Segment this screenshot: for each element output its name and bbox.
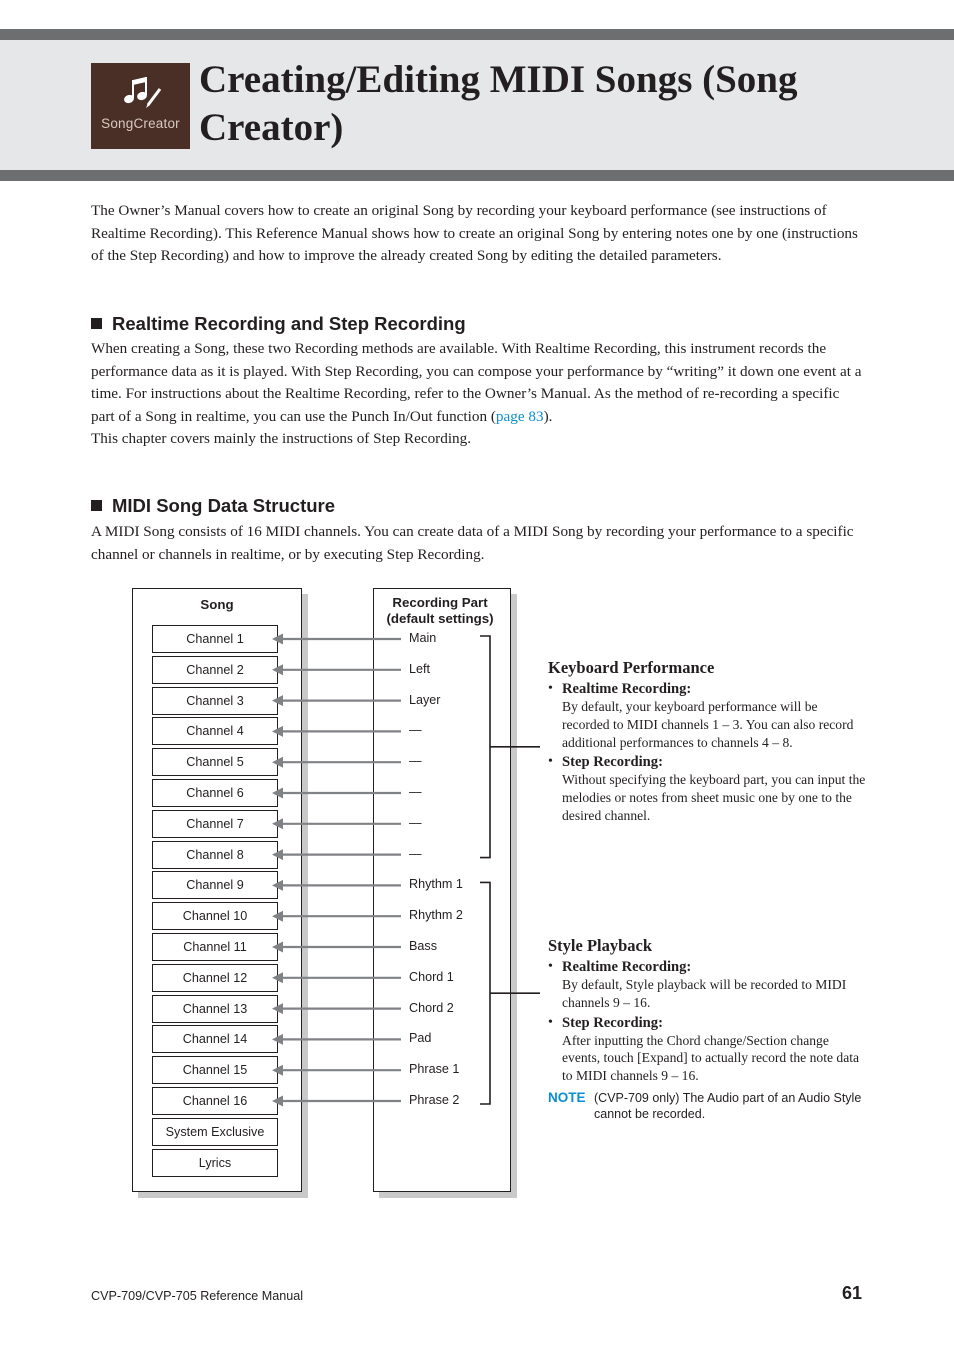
arrow-head-icon <box>272 664 283 675</box>
keyboard-step-title: Step Recording: <box>562 754 663 771</box>
channel-cell: Channel 4 <box>152 717 278 745</box>
arrow-head-icon <box>272 726 283 737</box>
channel-cell: Channel 8 <box>152 841 278 869</box>
arrow-head-icon <box>272 911 283 922</box>
recording-part-label: Bass <box>409 939 437 953</box>
recording-part-label: — <box>409 815 422 830</box>
style-realtime-title: Realtime Recording: <box>562 959 692 975</box>
channel-cell: Channel 14 <box>152 1025 278 1053</box>
channel-cell: Channel 10 <box>152 902 278 930</box>
page-number: 61 <box>841 1283 862 1303</box>
page-83-link[interactable]: page 83 <box>495 407 544 425</box>
keyboard-bracket <box>480 636 490 858</box>
page-title: Creating/Editing MIDI Songs (Song Creator) <box>199 58 798 149</box>
note-label: NOTE <box>548 1089 586 1105</box>
bullet-icon: • <box>548 681 553 696</box>
section-heading-structure-text: MIDI Song Data Structure <box>112 495 336 516</box>
style-item-realtime <box>548 959 868 1012</box>
channel-cell: Channel 3 <box>152 687 278 715</box>
recording-part-label: Chord 2 <box>409 1000 454 1015</box>
style-playback-block <box>548 936 868 1122</box>
arrow-head-icon <box>272 942 283 953</box>
recording-part-label: — <box>409 754 422 769</box>
arrow-head-icon <box>272 972 283 983</box>
recording-text-end: ). <box>543 407 553 425</box>
arrow-head-icon <box>272 849 283 860</box>
recording-part-label: Layer <box>409 692 441 707</box>
style-realtime-text: By default, Style playback will be recorded to MIDI channels 9 – 16. <box>562 977 847 1010</box>
part-box-title-line2: (default settings) <box>386 611 494 626</box>
channel-cell: Channel 12 <box>152 964 278 992</box>
footer-manual-name: CVP-709/CVP-705 Reference Manual <box>91 1289 304 1303</box>
recording-part-label: Left <box>409 661 431 676</box>
keyboard-item-realtime <box>548 681 868 751</box>
arrow-head-icon <box>272 1034 283 1045</box>
section-structure-body: A MIDI Song consists of 16 MIDI channels. You can create data of a MIDI Song by recording your performance to a specific channel or channels in realtime, or by executing Step Recording. <box>91 523 854 563</box>
bullet-icon: • <box>548 754 553 770</box>
song-creator-icon-label: SongCreator <box>101 116 180 131</box>
recording-text: When creating a Song, these two Recording methods are available. With Realtime Recording, this instrument records the performance data as it is played. With Step Recording, you can compose your performance by “writing” it down one event at a time. For instructions about the Realtime Recording, refer to the Owner’s Manual. As the method of re-recording a specific part of a Song in realtime, you can use the Punch In/Out function ( <box>91 340 862 425</box>
recording-part-label: — <box>409 846 422 861</box>
channel-cell: Channel 15 <box>152 1056 278 1084</box>
channel-cell: Channel 5 <box>152 748 278 776</box>
bullet-icon: • <box>548 1014 553 1030</box>
arrow-head-icon <box>272 634 283 645</box>
part-box-title-line1: Recording Part <box>392 595 488 610</box>
arrow-head-icon <box>272 1065 283 1076</box>
keyboard-item-step <box>548 754 868 824</box>
intro-paragraph: The Owner’s Manual covers how to create an original Song by recording your keyboard performance (see instructions of Realtime Recording). This Reference Manual shows how to create an original Song by entering notes one by one (instructions of the Step Recording) and how to improve the already created Song by editing the detailed parameters. <box>91 202 858 265</box>
style-step-text: After inputting the Chord change/Section change events, touch [Expand] to actually record the note data to MIDI channels 9 – 16. <box>562 1032 860 1084</box>
style-playback-title: Style Playback <box>548 936 653 955</box>
channel-cell: Channel 16 <box>152 1087 278 1115</box>
channel-cell: Channel 7 <box>152 810 278 838</box>
lyrics-cell: Lyrics <box>152 1149 278 1177</box>
channel-cell: Channel 9 <box>152 871 278 899</box>
bullet-icon: • <box>548 959 553 974</box>
channel-cell: Channel 13 <box>152 995 278 1023</box>
style-item-step <box>548 1015 868 1085</box>
channel-cell: Channel 1 <box>152 625 278 653</box>
arrow-head-icon <box>272 695 283 706</box>
note-text: (CVP-709 only) The Audio part of an Audio Style cannot be recorded. <box>594 1090 862 1121</box>
recording-part-label: Rhythm 1 <box>409 877 463 892</box>
keyboard-performance-title: Keyboard Performance <box>548 658 715 677</box>
keyboard-step-text: Without specifying the keyboard part, you can input the melodies or notes from sheet music one by one to the desired channel. <box>562 772 866 823</box>
section-heading-recording-text: Realtime Recording and Step Recording <box>112 313 466 334</box>
recording-paragraph-2: This chapter covers mainly the instructions of Step Recording. <box>91 430 472 448</box>
recording-part-label: — <box>409 723 422 738</box>
channel-cell: Channel 6 <box>152 779 278 807</box>
style-step-title: Step Recording: <box>562 1014 663 1031</box>
keyboard-realtime-title: Realtime Recording: <box>562 681 692 697</box>
keyboard-realtime-text: By default, your keyboard performance will be recorded to MIDI channels 1 – 3. You can also record additional performances to channels 4 – 8. <box>562 699 854 750</box>
recording-part-label: Phrase 2 <box>409 1093 460 1107</box>
arrow-head-icon <box>272 1003 283 1014</box>
recording-part-label: Chord 1 <box>409 969 454 984</box>
recording-part-label: — <box>409 785 422 799</box>
arrow-head-icon <box>272 757 283 768</box>
arrow-head-icon <box>272 788 283 799</box>
keyboard-performance-block <box>548 658 868 825</box>
recording-part-label: Phrase 1 <box>409 1062 460 1077</box>
song-box-title: Song <box>200 597 234 612</box>
system-exclusive-cell: System Exclusive <box>152 1118 278 1146</box>
style-bracket <box>480 882 490 1104</box>
channel-cell: Channel 11 <box>152 933 278 961</box>
recording-part-label: Rhythm 2 <box>409 908 463 923</box>
recording-part-label: Main <box>409 631 437 645</box>
channel-cell: Channel 2 <box>152 656 278 684</box>
arrow-head-icon <box>272 1096 283 1107</box>
recording-part-label: Pad <box>409 1031 432 1046</box>
style-note <box>548 1090 868 1122</box>
arrow-head-icon <box>272 880 283 891</box>
arrow-head-icon <box>272 818 283 829</box>
